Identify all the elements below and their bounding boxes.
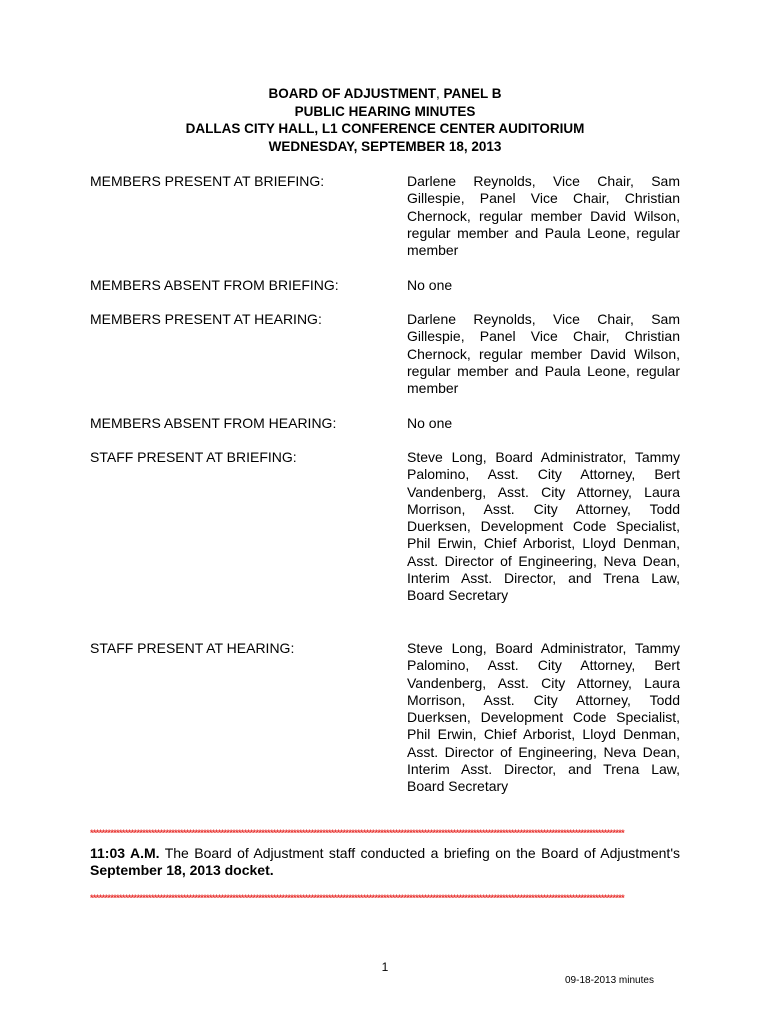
header-minutes-title: PUBLIC HEARING MINUTES <box>294 103 476 119</box>
briefing-time: 11:03 A.M. <box>90 845 160 861</box>
header-board-title <box>0 85 770 103</box>
attendance-label: MEMBERS PRESENT AT HEARING: <box>90 311 322 327</box>
briefing-paragraph <box>90 845 680 880</box>
header-date: WEDNESDAY, SEPTEMBER 18, 2013 <box>268 138 502 154</box>
briefing-text: The Board of Adjustment staff conducted a briefing on the Board of Adjustment's <box>159 845 680 861</box>
attendance-label: MEMBERS ABSENT FROM HEARING: <box>90 415 337 431</box>
attendance-label: STAFF PRESENT AT HEARING: <box>90 640 295 656</box>
attendance-label: MEMBERS PRESENT AT BRIEFING: <box>90 173 325 189</box>
separator-line-bottom: **************************************************************************************************************************************************************************************** <box>90 893 625 903</box>
attendance-label: MEMBERS ABSENT FROM BRIEFING: <box>90 277 339 293</box>
page-number: 1 <box>381 960 389 974</box>
attendance-value: No one <box>407 277 453 293</box>
header-panel: PANEL B <box>443 86 502 101</box>
attendance-value: Steve Long, Board Administrator, Tammy Palomino, Asst. City Attorney, Bert Vandenberg, Asst. City Attorney, Laura Morrison, Asst. City Attorney, Todd Duerksen, Development Code Specialist, Phil Erwin, Chief Arborist, Lloyd Denman, Asst. Director of Engineering, Neva Dean, Interim Asst. Director, and Trena Law, Board Secretary <box>407 449 680 604</box>
attendance-value: Steve Long, Board Administrator, Tammy Palomino, Asst. City Attorney, Bert Vandenberg, Asst. City Attorney, Laura Morrison, Asst. City Attorney, Todd Duerksen, Development Code Specialist, Phil Erwin, Chief Arborist, Lloyd Denman, Asst. Director of Engineering, Neva Dean, Interim Asst. Director, and Trena Law, Board Secretary <box>407 640 680 795</box>
header-board-name: BOARD OF ADJUSTMENT <box>268 86 436 101</box>
footer-document-code: 09-18-2013 minutes <box>565 975 654 986</box>
attendance-value: Darlene Reynolds, Vice Chair, Sam Gillespie, Panel Vice Chair, Christian Chernock, regular member David Wilson, regular member and Paula Leone, regular member <box>407 173 680 259</box>
document-header <box>0 85 770 155</box>
briefing-docket: September 18, 2013 docket. <box>90 862 274 879</box>
header-location: DALLAS CITY HALL, L1 CONFERENCE CENTER AUDITORIUM <box>185 121 585 136</box>
header-separator: , <box>435 86 444 101</box>
attendance-value: No one <box>407 415 453 431</box>
attendance-value: Darlene Reynolds, Vice Chair, Sam Gillespie, Panel Vice Chair, Christian Chernock, regular member David Wilson, regular member and Paula Leone, regular member <box>407 311 680 397</box>
attendance-label: STAFF PRESENT AT BRIEFING: <box>90 449 297 465</box>
separator-line-top: **************************************************************************************************************************************************************************************** <box>90 828 625 838</box>
